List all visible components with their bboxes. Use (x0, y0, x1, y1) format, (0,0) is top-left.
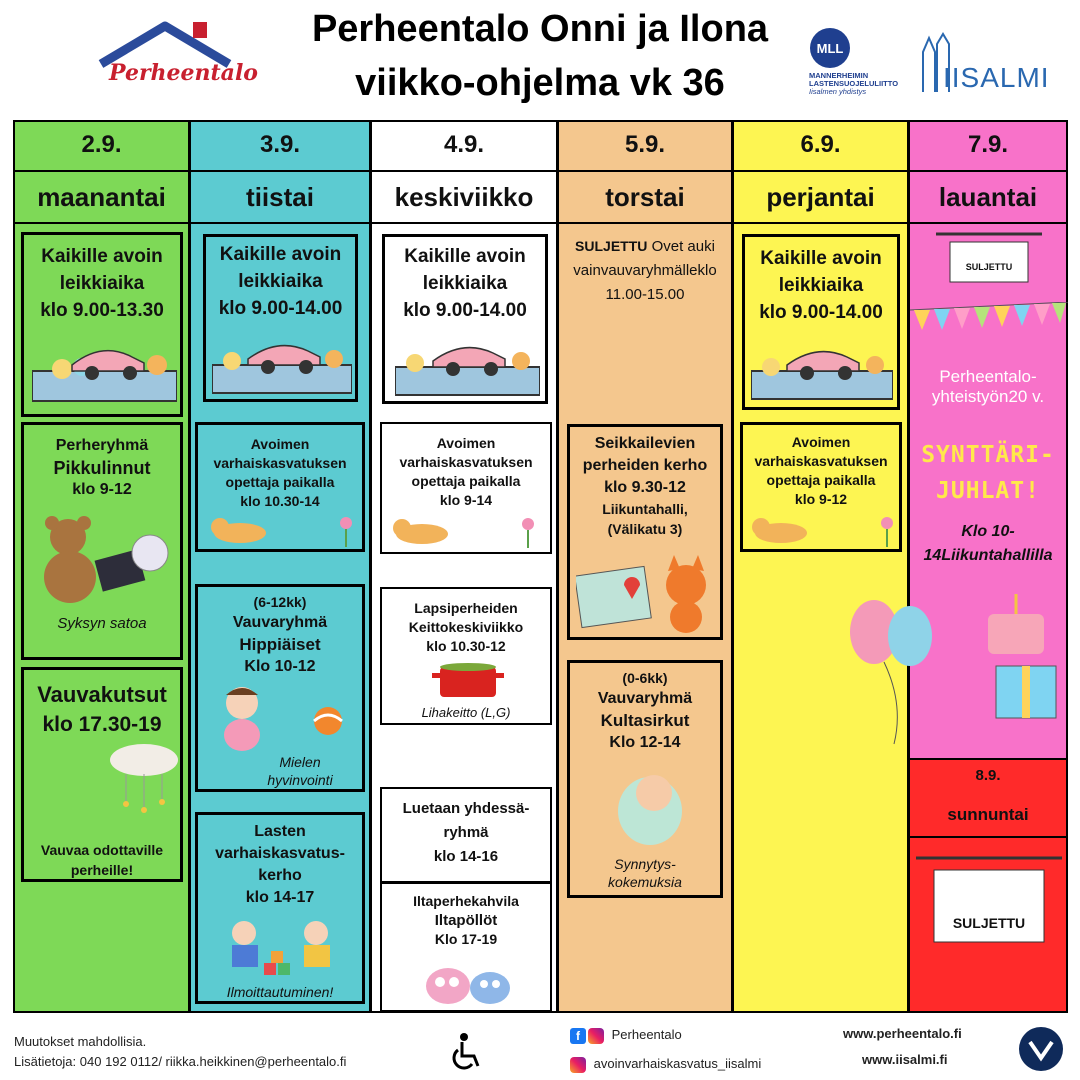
date-saturday: 7.9. (910, 122, 1066, 172)
play-time-box-wednesday: Kaikille avoin leikkiaika klo 9.00-14.00 (382, 234, 548, 404)
closed-sign-sunday: SULJETTU (952, 915, 1026, 931)
cat-flower-icon (206, 513, 356, 547)
day-monday: maanantai (15, 172, 188, 224)
iisalmi-logo-text: IISALMI (943, 62, 1050, 93)
cat-flower-icon (747, 513, 897, 547)
changes-note: Muutokset mahdollisia. (14, 1034, 147, 1049)
day-saturday: lauantai (910, 172, 1066, 224)
day-sunday: sunnuntai (910, 794, 1066, 838)
accessibility-icon (448, 1032, 484, 1072)
column-tuesday (189, 120, 371, 1013)
date-sunday: 8.9. (975, 767, 1001, 784)
day-friday: perjantai (734, 172, 907, 224)
website-perheentalo[interactable]: www.perheentalo.fi (843, 1026, 962, 1041)
day-tuesday: tiistai (191, 172, 369, 224)
bunting-flags-icon (910, 302, 1068, 342)
adventure-club-box-thursday: Seikkailevien perheiden kerho klo 9.30-12 Liikuntahalli, (Välikatu 3) (567, 424, 723, 640)
toy-box-icon (395, 339, 540, 397)
club-box-tuesday: Lasten varhaiskasvatus- kerho klo 14-17 Ilmoittautuminen! (195, 812, 365, 1004)
mll-logo (805, 28, 905, 98)
contact-info: Lisätietoja: 040 192 0112/ riikka.heikkinen@perheentalo.fi (14, 1054, 347, 1069)
toy-box-icon (32, 341, 177, 403)
soup-note: Lihakeitto (L,G) (421, 705, 511, 720)
page-title-line1: Perheentalo Onni ja Ilona (311, 8, 769, 50)
teddy-bear-paints-icon (38, 515, 173, 605)
play-time-box-friday: Kaikille avoin leikkiaika klo 9.00-14.00 (742, 234, 900, 410)
column-sunday (908, 758, 1068, 1013)
date-friday: 6.9. (734, 122, 907, 172)
date-tuesday: 3.9. (191, 122, 369, 172)
teacher-box-wednesday: Avoimen varhaiskasvatuksen opettaja paikalla klo 9-14 (380, 422, 552, 554)
instagram-icon (588, 1028, 604, 1044)
day-thursday: torstai (559, 172, 731, 224)
swaddled-baby-icon (610, 767, 690, 847)
soup-wednesday-box: Lapsiperheiden Keittokeskiviikko klo 10.30-12 Lihakeitto (L,G) (380, 587, 552, 725)
page-title-line2: viikko-ohjelma vk 36 (355, 62, 725, 104)
instagram-icon (570, 1057, 586, 1073)
evening-cafe-box-wednesday: Iltaperhekahvila Iltapöllöt Klo 17-19 (380, 882, 552, 1012)
family-group-note: Syksyn satoa (57, 615, 147, 632)
date-monday: 2.9. (15, 122, 188, 172)
soup-pot-icon (432, 661, 504, 699)
play-time-box-monday: Kaikille avoin leikkiaika klo 9.00-13.30 (21, 232, 183, 417)
toy-box-icon (212, 337, 352, 395)
perheentalo-logo-text: Perheentalo (109, 60, 258, 86)
mll-logo-text: MANNERHEIMIN LASTENSUOJELULIITTO Iisalmen yhdistys (809, 71, 899, 96)
baby-group-box-thursday: (0-6kk) Vauvaryhmä Kultasirkut Klo 12-14 Synnytys- kokemuksia (567, 660, 723, 898)
column-friday (732, 120, 909, 1013)
teacher-box-friday: Avoimen varhaiskasvatuksen opettaja paikalla klo 9-12 (740, 422, 902, 552)
cat-flower-icon (388, 514, 544, 548)
family-group-box-monday: Perheryhmä Pikkulinnut klo 9-12 Syksyn satoa (21, 422, 183, 660)
birthday-party-time: Klo 10-14Liikuntahallilla (923, 523, 1053, 564)
baby-ball-icon (216, 685, 346, 755)
instagram-link[interactable]: avoinvarhaiskasvatus_iisalmi (570, 1056, 761, 1073)
column-wednesday (370, 120, 558, 1013)
club-note-tuesday: Ilmoittautuminen! (226, 984, 334, 1000)
anniversary-text: Perheentalo-yhteistyön20 v. (931, 367, 1045, 406)
finland-seal-icon (1018, 1026, 1064, 1072)
website-iisalmi[interactable]: www.iisalmi.fi (862, 1052, 948, 1067)
baby-group-box-tuesday: (6-12kk) Vauvaryhmä Hippiäiset Klo 10-12 Mielen hyvinvointi (195, 584, 365, 792)
toy-box-icon (751, 341, 893, 401)
baby-shower-box-monday: Vauvakutsut klo 17.30-19 Vauvaa odottaville perheille! (21, 667, 183, 882)
closed-sign-saturday: SULJETTU (965, 262, 1013, 272)
date-wednesday: 4.9. (372, 122, 556, 172)
closed-sign-icon (916, 848, 1062, 948)
column-monday (13, 120, 190, 1013)
baby-shower-note: Vauvaa odottaville perheille! (40, 842, 164, 878)
owls-icon (418, 962, 518, 1006)
iisalmi-logo (915, 30, 1065, 100)
baby-group-note-thursday: Synnytys- kokemuksia (608, 856, 682, 890)
balloons-cake-gift-icon (844, 584, 1069, 759)
mll-logo-badge: MLL (810, 28, 850, 68)
closed-notice-thursday: SULJETTU Ovet auki vainvauvaryhmälleklo 11.00-15.00 (573, 238, 717, 303)
reading-group-box-wednesday: Luetaan yhdessä- ryhmä klo 14-16 (380, 787, 552, 883)
facebook-link[interactable]: f Perheentalo (570, 1027, 682, 1044)
day-wednesday: keskiviikko (372, 172, 556, 224)
column-saturday (908, 120, 1068, 760)
play-time-box-tuesday: Kaikille avoin leikkiaika klo 9.00-14.00 (203, 234, 358, 402)
perheentalo-logo (95, 20, 258, 100)
facebook-icon: f (570, 1028, 586, 1044)
map-fox-icon (576, 555, 720, 635)
children-playing-icon (220, 919, 344, 979)
moon-cloud-icon (34, 742, 179, 822)
date-thursday: 5.9. (559, 122, 731, 172)
baby-group-note-tuesday: Mielen hyvinvointi (267, 754, 333, 788)
birthday-party-title: SYNTTÄRI-JUHLAT! (921, 442, 1055, 504)
closed-sign-icon (936, 228, 1042, 288)
teacher-box-tuesday: Avoimen varhaiskasvatuksen opettaja paikalla klo 10.30-14 (195, 422, 365, 552)
column-thursday (557, 120, 733, 1013)
